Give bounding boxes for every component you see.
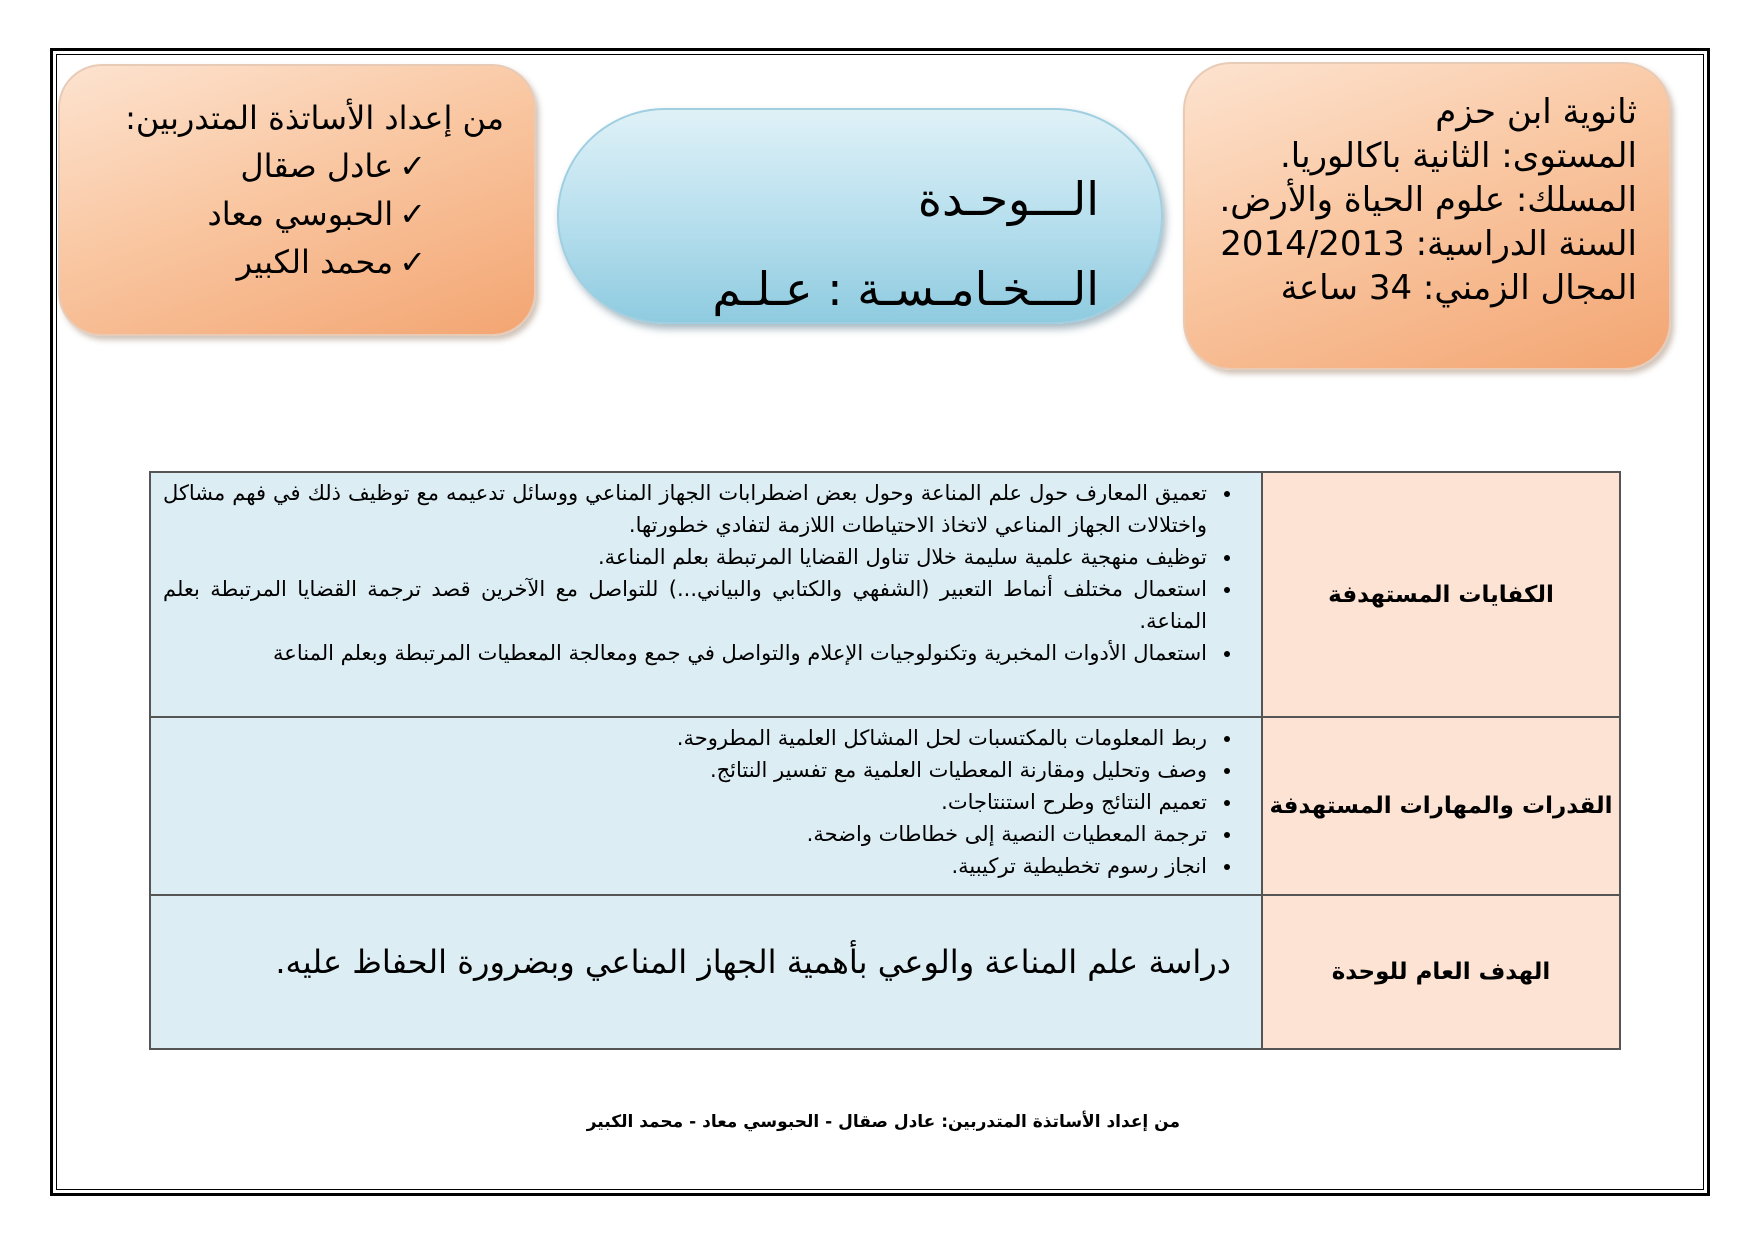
school-name: ثانوية ابن حزم bbox=[1435, 92, 1637, 132]
list-item: • تعميق المعارف حول علم المناعة وحول بعض اضطرابات الجهاز المناعي ووسائل تدعيمه مع توظيف ذلك في فهم مشاكل واختلالات الجهاز المناعي لاتخاذ الاحتياطات اللازمة لتفادي خطورتها. bbox=[163, 477, 1211, 541]
table-row bbox=[150, 717, 1620, 895]
unit-title-pill bbox=[557, 108, 1163, 324]
authors-box bbox=[58, 64, 536, 336]
check-icon: ✓ bbox=[399, 147, 426, 185]
footer-text: من إعداد الأساتذة المتدربين: عادل صقال - الحبوسي معاد - محمد الكبير bbox=[586, 1112, 1180, 1132]
check-icon: ✓ bbox=[399, 243, 426, 281]
authors-heading: من إعداد الأساتذة المتدربين: bbox=[125, 99, 504, 137]
author-name: محمد الكبير bbox=[236, 243, 394, 281]
track-line: المسلك: علوم الحياة والأرض. bbox=[1219, 180, 1637, 220]
competencies-content bbox=[150, 472, 1262, 717]
general-goal-label: الهدف العام للوحدة bbox=[1262, 895, 1620, 1049]
list-item: • توظيف منهجية علمية سليمة خلال تناول القضايا المرتبطة بعلم المناعة. bbox=[163, 541, 1211, 573]
table-row bbox=[150, 895, 1620, 1049]
level-line: المستوى: الثانية باكالوريا. bbox=[1279, 136, 1637, 176]
list-item: • ربط المعلومات بالمكتسبات لحل المشاكل العلمية المطروحة. bbox=[163, 722, 1211, 754]
author-item bbox=[80, 142, 504, 190]
school-year-line: السنة الدراسية: 2014/2013 bbox=[1220, 224, 1637, 264]
unit-objectives-table bbox=[149, 471, 1621, 1050]
list-item: • وصف وتحليل ومقارنة المعطيات العلمية مع تفسير النتائج. bbox=[163, 754, 1211, 786]
school-info-box bbox=[1183, 62, 1671, 370]
skills-list bbox=[163, 722, 1251, 882]
unit-title-line-2: الـــخـامـسـة : عـلـم bbox=[712, 262, 1099, 316]
list-item: • انجاز رسوم تخطيطية تركيبية. bbox=[163, 850, 1211, 882]
author-name: عادل صقال bbox=[240, 147, 394, 185]
skills-label: القدرات والمهارات المستهدفة bbox=[1262, 717, 1620, 895]
check-icon: ✓ bbox=[399, 195, 426, 233]
general-goal-text: دراسة علم المناعة والوعي بأهمية الجهاز المناعي وبضرورة الحفاظ عليه. bbox=[150, 895, 1262, 1049]
unit-title-line-1: الـــوحـدة bbox=[917, 172, 1099, 226]
table-row bbox=[150, 472, 1620, 717]
list-item: • تعميم النتائج وطرح استنتاجات. bbox=[163, 786, 1211, 818]
competencies-list bbox=[163, 477, 1251, 669]
skills-content bbox=[150, 717, 1262, 895]
competencies-label: الكفايات المستهدفة bbox=[1262, 472, 1620, 717]
list-item: • استعمال الأدوات المخبرية وتكنولوجيات الإعلام والتواصل في جمع ومعالجة المعطيات المرتبطة وبعلم المناعة bbox=[163, 637, 1211, 669]
author-item bbox=[80, 190, 504, 238]
list-item: • استعمال مختلف أنماط التعبير (الشفهي والكتابي والبياني...) للتواصل مع الآخرين قصد ترجمة القضايا المرتبطة بعلم المناعة. bbox=[163, 573, 1211, 637]
author-name: الحبوسي معاد bbox=[207, 195, 394, 233]
duration-line: المجال الزمني: 34 ساعة bbox=[1280, 268, 1637, 308]
author-item bbox=[80, 238, 504, 286]
list-item: • ترجمة المعطيات النصية إلى خطاطات واضحة. bbox=[163, 818, 1211, 850]
